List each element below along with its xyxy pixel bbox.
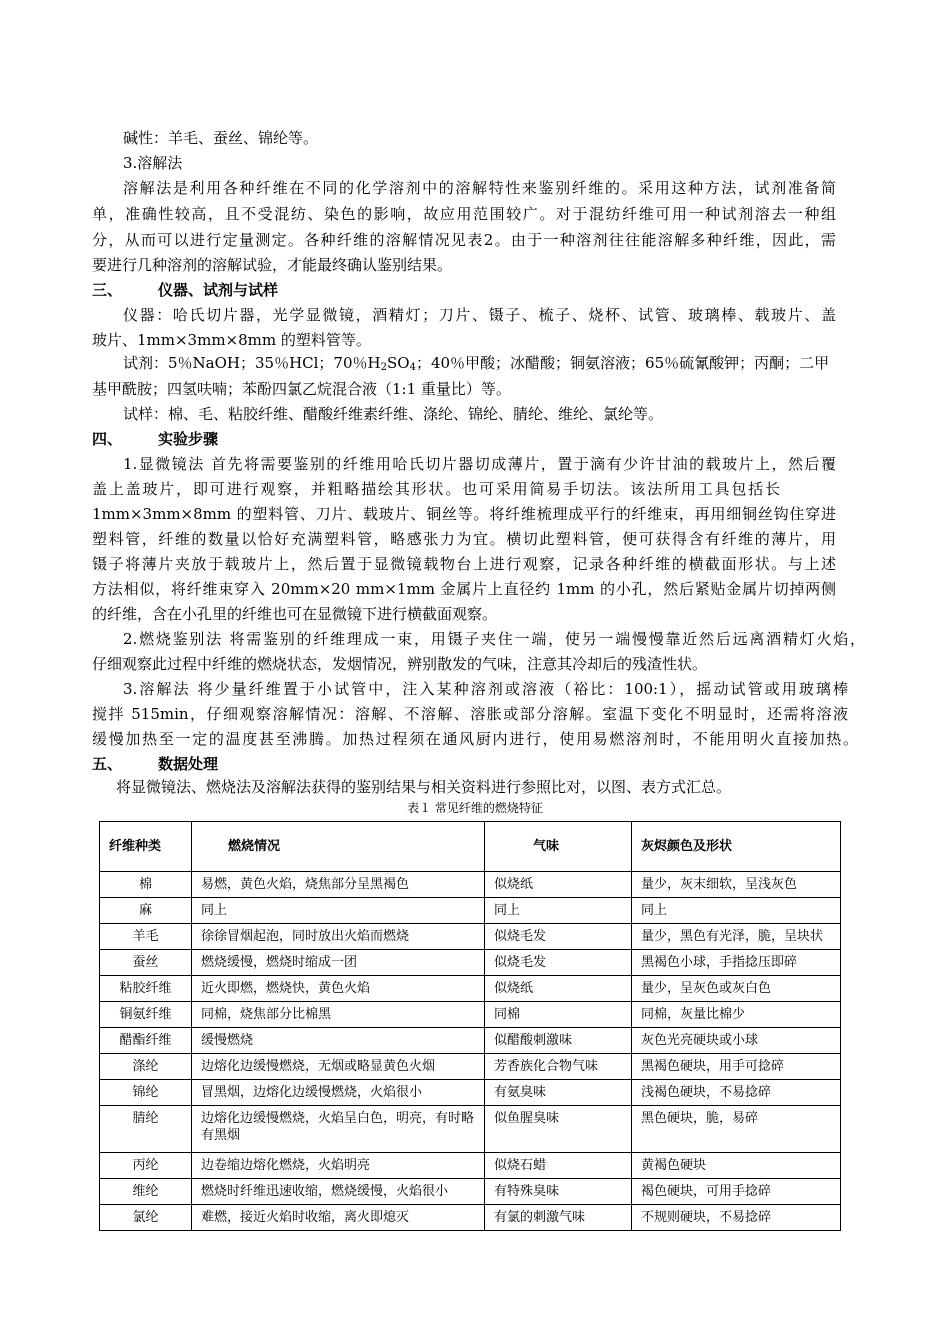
reagents-line	[123, 354, 829, 372]
table-header-row	[100, 822, 841, 872]
table-row	[100, 1054, 841, 1080]
section-3-number: 三、	[92, 281, 123, 299]
data-processing-paragraph: 将显微镜法、燃烧法及溶解法获得的鉴别结果与相关资料进行参照比对，以图、表方式汇总。	[116, 778, 732, 796]
cell-odor: 有氨臭味	[485, 1080, 632, 1106]
cell-odor: 似醋酸刺激味	[485, 1028, 632, 1054]
dissolution-paragraph-line: 单，准确性较高，且不受混纺、染色的影响，故应用范围较广。对于混纺纤维可用一种试剂溶去一种组	[92, 205, 836, 223]
cell-ash: 灰色光亮硬块或小球	[632, 1028, 841, 1054]
cell-odor: 同棉	[485, 1002, 632, 1028]
cell-fiber-type: 锦纶	[100, 1080, 192, 1106]
cell-burning: 边熔化边缓慢燃烧，无烟或略显黄色火烟	[192, 1054, 485, 1080]
cell-ash: 不规则硬块，不易捻碎	[632, 1205, 841, 1231]
cell-odor: 有氯的刺激气味	[485, 1205, 632, 1231]
cell-odor: 有特殊臭味	[485, 1179, 632, 1205]
cell-fiber-type: 粘胶纤维	[100, 976, 192, 1002]
cell-fiber-type: 铜氨纤维	[100, 1002, 192, 1028]
table-row	[100, 1080, 841, 1106]
microscope-paragraph-line: 1.显微镜法 首先将需要鉴别的纤维用哈氏切片器切成薄片，置于滴有少许甘油的载玻片上，然后覆	[123, 455, 836, 473]
table-row	[100, 950, 841, 976]
reagents-text: ；40％甲酸；冰醋酸；铜氨溶液；65％硫氰酸钾；丙酮；二甲	[415, 354, 830, 372]
table-row	[100, 976, 841, 1002]
cell-ash: 黑褐色小球，手指捻压即碎	[632, 950, 841, 976]
cell-burning: 缓慢燃烧	[192, 1028, 485, 1054]
section-3-heading: 仪器、试剂与试样	[158, 281, 279, 299]
dissolution-paragraph-line: 溶解法是利用各种纤维在不同的化学溶剂中的溶解特性来鉴别纤维的。采用这种方法，试剂准备简	[123, 179, 836, 197]
table-row	[100, 898, 841, 924]
cell-ash: 黑褐色硬块，用手可捻碎	[632, 1054, 841, 1080]
reagents-subscript: 4	[409, 362, 416, 373]
cell-odor: 似烧毛发	[485, 924, 632, 950]
table-row	[100, 1028, 841, 1054]
reagents-text: 试剂：5％NaOH；35％HCl；70％H	[123, 354, 381, 372]
cell-fiber-type: 棉	[100, 872, 192, 898]
dissolution-paragraph-line: 分，从而可以进行定量测定。各种纤维的溶解情况见表2。由于一种溶剂往往能溶解多种纤维，因此，需	[92, 231, 836, 249]
section-5-number: 五、	[92, 755, 123, 773]
column-header-burning: 燃烧情况	[192, 822, 485, 872]
column-header-ash: 灰烬颜色及形状	[632, 822, 841, 872]
table-caption: 表１ 常见纤维的燃烧特征	[407, 801, 543, 815]
cell-burning: 边卷缩边熔化燃烧，火焰明亮	[192, 1153, 485, 1179]
fiber-burning-table	[99, 821, 841, 1231]
microscope-paragraph-line: 盖上盖玻片，即可进行观察，并粗略描绘其形状。也可采用简易手切法。该法所用工具包括长	[92, 480, 780, 498]
microscope-paragraph-line: 镊子将薄片夹放于载玻片上，然后置于显微镜载物台上进行观察，记录各种纤维的横截面形状。与上述	[92, 555, 836, 573]
solvent-paragraph-line: 3.溶解法 将少量纤维置于小试管中，注入某种溶剂或溶液（裕比：100:1），摇动试管或用玻璃棒	[123, 680, 848, 698]
cell-burning: 易燃，黄色火焰，烧焦部分呈黑褐色	[192, 872, 485, 898]
column-header-fiber-type: 纤维种类	[100, 822, 192, 872]
cell-burning: 冒黑烟，边熔化边缓慢燃烧，火焰很小	[192, 1080, 485, 1106]
solvent-paragraph-line: 缓慢加热至一定的温度甚至沸腾。加热过程须在通风厨内进行，使用易燃溶剂时，不能用明火直接加热。	[92, 730, 858, 748]
cell-ash: 量少，灰末细软，呈浅灰色	[632, 872, 841, 898]
reagents-text: SO	[386, 354, 410, 372]
cell-burning: 边熔化边缓慢燃烧，火焰呈白色，明亮，有时略有黑烟	[192, 1106, 485, 1153]
cell-burning: 徐徐冒烟起泡，同时放出火焰而燃烧	[192, 924, 485, 950]
dissolution-paragraph-line: 要进行几种溶剂的溶解试验，才能最终确认鉴别结果。	[92, 256, 453, 274]
cell-odor: 似烧纸	[485, 976, 632, 1002]
cell-odor: 似鱼腥臭味	[485, 1106, 632, 1153]
microscope-paragraph-line: 塑料管，纤维的数量以恰好充满塑料管，略感张力为宜。横切此塑料管，便可获得含有纤维的薄片，用	[92, 530, 836, 548]
cell-odor: 芳香族化合物气味	[485, 1054, 632, 1080]
table-row	[100, 1179, 841, 1205]
microscope-paragraph-line: 1mm×3mm×8mm 的塑料管、刀片、载玻片、铜丝等。将纤维梳理成平行的纤维束，再用细铜丝钩住穿进	[92, 505, 836, 523]
section-4-heading: 实验步骤	[158, 430, 219, 448]
cell-fiber-type: 醋酯纤维	[100, 1028, 192, 1054]
table-row	[100, 924, 841, 950]
samples-line: 试样：棉、毛、粘胶纤维、醋酸纤维素纤维、涤纶、锦纶、腈纶、维纶、氯纶等。	[123, 405, 664, 423]
cell-burning: 燃烧时纤维迅速收缩，燃烧缓慢，火焰很小	[192, 1179, 485, 1205]
cell-fiber-type: 氯纶	[100, 1205, 192, 1231]
cell-ash: 量少，黑色有光泽，脆，呈块状	[632, 924, 841, 950]
cell-fiber-type: 羊毛	[100, 924, 192, 950]
cell-ash: 褐色硬块，可用手捻碎	[632, 1179, 841, 1205]
instruments-line: 仪器：哈氏切片器，光学显微镜，酒精灯；刀片、镊子、梳子、烧杯、试管、玻璃棒、载玻片、盖	[123, 306, 836, 324]
cell-burning: 同棉，烧焦部分比棉黑	[192, 1002, 485, 1028]
table-row	[100, 1106, 841, 1153]
burning-paragraph-line: 2.燃烧鉴别法 将需鉴别的纤维理成一束，用镊子夹住一端，使另一端慢慢靠近然后远离酒精灯火焰，	[123, 630, 865, 648]
microscope-paragraph-line: 方法相似，将纤维束穿入 20mm×20 mm×1mm 金属片上直径约 1mm 的小孔，然后紧贴金属片切掉两侧	[92, 580, 836, 598]
cell-fiber-type: 腈纶	[100, 1106, 192, 1153]
cell-fiber-type: 涤纶	[100, 1054, 192, 1080]
cell-fiber-type: 麻	[100, 898, 192, 924]
column-header-odor: 气味	[485, 822, 632, 872]
cell-ash: 同上	[632, 898, 841, 924]
cell-odor: 似烧纸	[485, 872, 632, 898]
instruments-line: 玻片、1mm×3mm×8mm 的塑料管等。	[92, 331, 371, 349]
cell-odor: 似烧石蜡	[485, 1153, 632, 1179]
cell-odor: 似烧毛发	[485, 950, 632, 976]
solvent-paragraph-line: 搅拌 515min，仔细观察溶解情况：溶解、不溶解、溶胀或部分溶解。室温下变化不明显时，还需将溶液	[92, 705, 848, 723]
microscope-paragraph-line: 的纤维，含在小孔里的纤维也可在显微镜下进行横截面观察。	[92, 605, 498, 623]
cell-burning: 难燃，接近火焰时收缩，离火即熄灭	[192, 1205, 485, 1231]
cell-burning: 近火即燃，燃烧快，黄色火焰	[192, 976, 485, 1002]
table-row	[100, 1153, 841, 1179]
dissolution-method-title: 3.溶解法	[123, 154, 183, 172]
cell-fiber-type: 蚕丝	[100, 950, 192, 976]
reagents-line: 基甲酰胺；四氢呋喃；苯酚四氯乙烷混合液（1:1 重量比）等。	[92, 380, 511, 398]
section-5-heading: 数据处理	[158, 755, 219, 773]
cell-fiber-type: 维纶	[100, 1179, 192, 1205]
section-4-number: 四、	[92, 430, 123, 448]
burning-paragraph-line: 仔细观察此过程中纤维的燃烧状态，发烟情况，辨别散发的气味，注意其冷却后的残渣性状。	[92, 655, 708, 673]
table-row	[100, 1205, 841, 1231]
cell-burning: 同上	[192, 898, 485, 924]
table-row	[100, 872, 841, 898]
cell-ash: 黄褐色硬块	[632, 1153, 841, 1179]
cell-ash: 量少，呈灰色或灰白色	[632, 976, 841, 1002]
cell-odor: 同上	[485, 898, 632, 924]
cell-fiber-type: 丙纶	[100, 1153, 192, 1179]
reagents-subscript: 2	[380, 362, 387, 373]
alkaline-fibers-line: 碱性：羊毛、蚕丝、锦纶等。	[123, 129, 319, 147]
cell-ash: 浅褐色硬块，不易捻碎	[632, 1080, 841, 1106]
cell-burning: 燃烧缓慢，燃烧时缩成一团	[192, 950, 485, 976]
cell-ash: 同棉，灰量比棉少	[632, 1002, 841, 1028]
table-row	[100, 1002, 841, 1028]
cell-ash: 黑色硬块，脆，易碎	[632, 1106, 841, 1153]
